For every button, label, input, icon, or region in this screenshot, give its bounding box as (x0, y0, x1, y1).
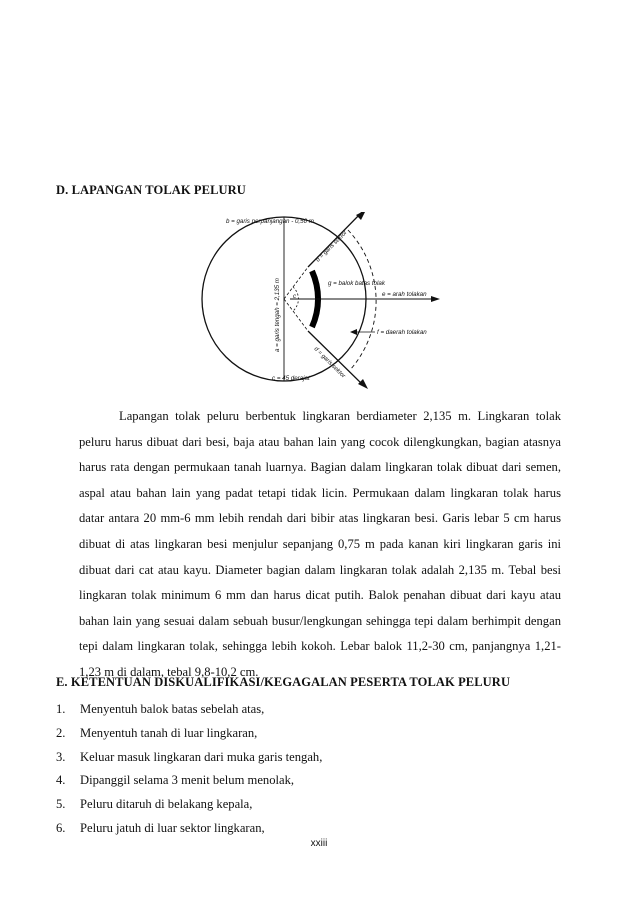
list-item (56, 698, 322, 722)
section-e-title: E. KETENTUAN DISKUALIFIKASI/KEGAGALAN PESERTA TOLAK PELURU (56, 675, 511, 689)
item-number: 4. (56, 773, 66, 788)
shot-put-circle-diagram (190, 212, 480, 390)
item-number: 2. (56, 725, 66, 740)
item-number: 3. (56, 749, 66, 764)
label-d-top: d = garis sektor (315, 230, 349, 264)
sector-arrow-upper (356, 212, 366, 220)
area-arrowhead (350, 329, 357, 335)
item-text: Keluar masuk lingkaran dari muka garis tengah, (80, 749, 323, 764)
label-a: a = garis tengah = 2,135 m (274, 278, 281, 352)
landing-arc (348, 230, 376, 370)
section-d-title: D. LAPANGAN TOLAK PELURU (56, 183, 246, 197)
disqualification-list (56, 698, 322, 841)
label-g: g = balok batas tolak (328, 280, 385, 287)
item-number: 6. (56, 820, 66, 835)
item-text: Menyentuh tanah di luar lingkaran, (80, 725, 258, 740)
paragraph-text: Lapangan tolak peluru berbentuk lingkaran berdiameter 2,135 m. Lingkaran tolak peluru harus dibuat dari besi, baja atau bahan lain yang cocok dilengkungkan, bagian atasnya harus rata dengan permukaan tanah luarnya. Bagian dalam lingkaran tolak dibuat dari semen, aspal atau bahan lain yang padat tetapi tidak licin. Permukaan dalam lingkaran tolak harus datar antara 20 mm-6 mm lebih rendah dari bibir atas lingkaran besi. Garis lebar 5 cm harus dibuat di atas lingkaran besi menjulur sepanjang 0,75 m pada kanan kiri lingkaran garis ini dibuat dari cat atau kayu. Diameter bagian dalam lingkaran tolak adalah 2,135 m. Tebal besi lingkaran tolak minimum 6 mm dan harus dicat putih. Balok penahan dibuat dari kayu atau bahan lain yang sesuai dalam sebuah busur/lengkungan sehingga tepi dalam berhimpit dengan tepi dalam lingkaran tolak, sehingga lebih kokoh. Lebar balok 11,2-30 cm, panjangnya 1,21-1,23 m di dalam, tebal 9,8-10,2 cm. (79, 409, 561, 679)
list-item (56, 769, 322, 793)
page-number: xxiii (310, 838, 328, 849)
direction-arrowhead (431, 296, 440, 302)
label-c: c = 45 derajat (272, 375, 310, 382)
list-item (56, 746, 322, 770)
label-e: e = arah tolakan (382, 291, 427, 298)
label-d-bottom: d = garis sektor (312, 346, 346, 380)
item-text: Dipanggil selama 3 menit belum menolak, (80, 773, 295, 788)
label-f: f = daerah tolakan (377, 329, 427, 336)
list-item (56, 793, 322, 817)
sector-arrow-lower (358, 379, 368, 389)
label-b: b = garis perpanjangan - 0,50 m (226, 218, 314, 225)
item-text: Peluru jatuh di luar sektor lingkaran, (80, 820, 265, 835)
sector-dash-lower (284, 299, 308, 331)
item-number: 1. (56, 702, 66, 716)
description-paragraph (79, 404, 561, 686)
item-text: Menyentuh balok batas sebelah atas, (80, 702, 265, 716)
label-c-angle: c (293, 293, 297, 300)
list-item (56, 722, 322, 746)
item-text: Peluru ditaruh di belakang kepala, (80, 797, 253, 812)
item-number: 5. (56, 797, 66, 812)
